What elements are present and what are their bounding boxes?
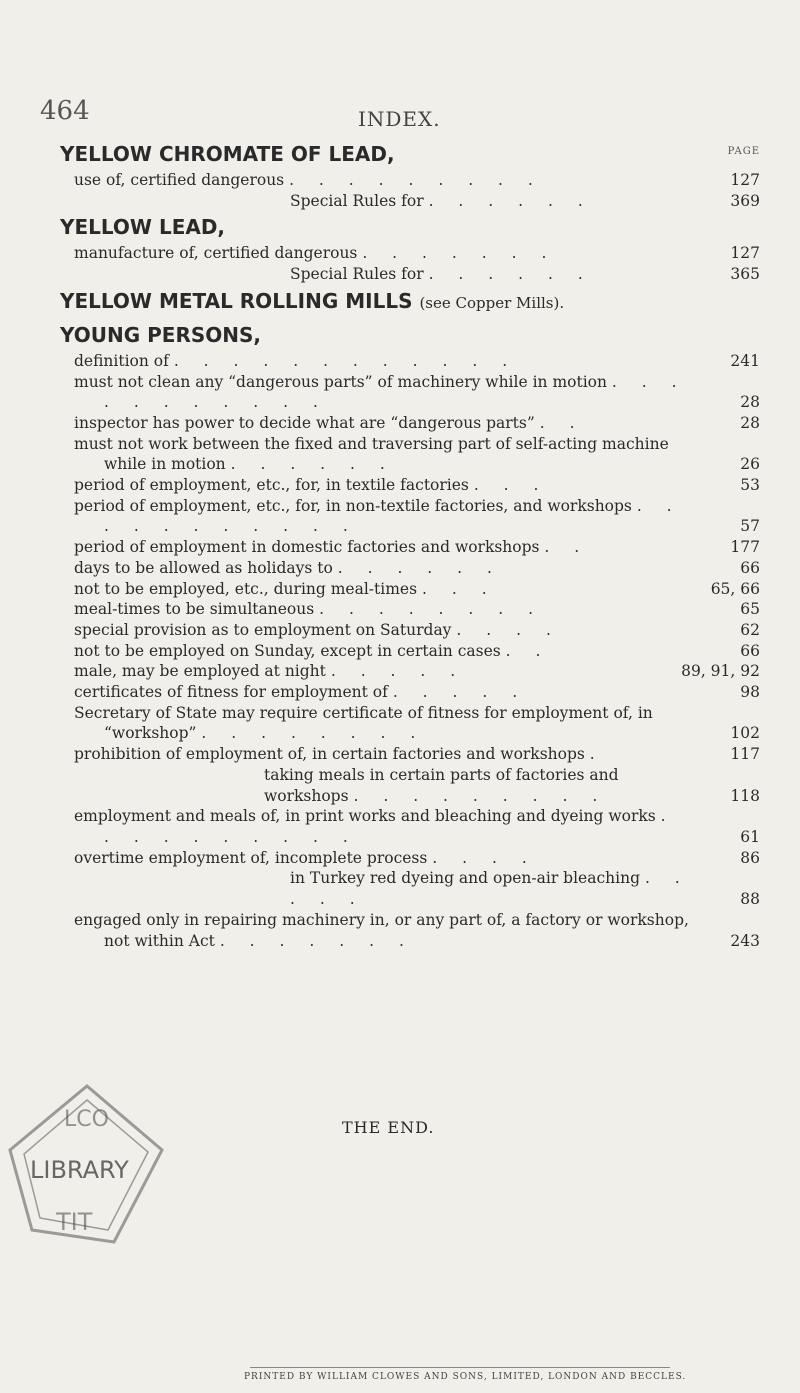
- page-reference: 86: [740, 848, 760, 867]
- sub-entry-text: Special Rules for: [290, 191, 424, 210]
- sub-entry: [60, 682, 760, 703]
- sub-entry: [60, 191, 760, 212]
- sub-entry-text: not to be employed on Sunday, except in certain cases: [74, 641, 501, 660]
- page-reference: 243: [730, 931, 760, 950]
- page-reference: 98: [740, 683, 760, 702]
- leader-dots: . . . . . . . . . . . .: [173, 351, 518, 370]
- sub-entry-text: must not clean any “dangerous parts” of machinery while in motion: [74, 372, 607, 391]
- leader-dots: . . . . . . .: [362, 244, 557, 263]
- leader-dots: . . . .: [432, 848, 537, 867]
- page-reference: 127: [730, 171, 760, 189]
- leader-dots: . . . .: [456, 620, 561, 639]
- sub-entry: [60, 703, 760, 744]
- sub-entry: [60, 765, 760, 806]
- leader-dots: . . . . . . . . . .: [104, 807, 676, 846]
- page-reference: 102: [730, 724, 760, 743]
- sub-entry: [60, 496, 760, 537]
- page-reference: 26: [740, 455, 760, 474]
- page-reference: 65, 66: [710, 579, 760, 598]
- running-head: INDEX.: [358, 107, 441, 131]
- leader-dots: . . . . .: [392, 683, 528, 702]
- sub-entry: [60, 475, 760, 496]
- imprint-rule: [250, 1367, 670, 1368]
- entry-heading-text: YOUNG PERSONS,: [60, 322, 261, 347]
- leader-dots: .: [589, 745, 605, 764]
- sub-entry: [60, 806, 760, 847]
- sub-entry-text: overtime employment of, incomplete process: [74, 848, 428, 867]
- leader-dots: . . . . . . . . . . .: [104, 496, 682, 536]
- leader-dots: . .: [544, 538, 590, 557]
- leader-dots: . . . . . . . . .: [289, 171, 543, 189]
- page-reference: 66: [740, 641, 760, 660]
- leader-dots: . .: [539, 413, 585, 432]
- sub-entry: [60, 848, 760, 869]
- leader-dots: . . . . . . . . .: [353, 786, 608, 805]
- sub-entry: [60, 579, 760, 600]
- sub-entry-text: in Turkey red dyeing and open-air bleaching: [290, 869, 640, 888]
- leader-dots: . . . . .: [290, 869, 690, 909]
- index-body: [60, 138, 760, 951]
- leader-dots: . . . . . .: [230, 455, 395, 474]
- index-entries: [60, 138, 760, 951]
- sub-entry: [60, 372, 760, 413]
- stamp-bottom-text: TIT: [56, 1208, 93, 1236]
- sub-entry: [60, 910, 760, 951]
- page-column-label: PAGE: [727, 146, 760, 157]
- leader-dots: . . . . . . . .: [201, 724, 426, 743]
- entry-heading-text: YELLOW LEAD,: [60, 215, 226, 240]
- library-stamp: [2, 1080, 172, 1250]
- page-reference: 177: [730, 538, 760, 557]
- printer-imprint: PRINTED BY WILLIAM CLOWES AND SONS, LIMITED, LONDON AND BECCLES.: [244, 1372, 687, 1382]
- sub-entry: [60, 264, 760, 285]
- sub-entry-text: period of employment, etc., for, in textile factories: [74, 476, 469, 495]
- sub-entry: [60, 641, 760, 662]
- sub-entry-text: period of employment, etc., for, in non-textile factories, and workshops: [74, 496, 632, 515]
- leader-dots: . . . . . .: [337, 558, 502, 577]
- leader-dots: . . . . . . .: [219, 931, 414, 950]
- sub-entry: [60, 599, 760, 620]
- sub-entry-text: taking meals in certain parts of factories and workshops: [264, 765, 619, 805]
- page-reference: 62: [740, 620, 760, 639]
- sub-entry-text: days to be allowed as holidays to: [74, 558, 333, 577]
- sub-entry: [60, 558, 760, 579]
- page-reference: 66: [740, 558, 760, 577]
- sub-entry: [60, 243, 760, 264]
- stamp-top-text: LCO: [64, 1107, 109, 1132]
- page-reference: 57: [740, 517, 760, 536]
- entry-cross-reference: (see Copper Mills).: [419, 293, 565, 312]
- leader-dots: . . . . . .: [428, 265, 593, 284]
- page-reference: 89, 91, 92: [681, 662, 760, 681]
- sub-entry: [60, 537, 760, 558]
- sub-entry-text: prohibition of employment of, in certain factories and workshops: [74, 745, 585, 764]
- sub-entry-text: employment and meals of, in print works and bleaching and dyeing works: [74, 807, 656, 826]
- sub-entry-text: Special Rules for: [290, 265, 424, 284]
- leader-dots: . . . . .: [330, 662, 466, 681]
- page-reference: 369: [730, 191, 760, 210]
- sub-entry-text: special provision as to employment on Saturday: [74, 620, 452, 639]
- sub-entry-text: engaged only in repairing machinery in, or any part of, a factory or workshop, not within Act: [74, 910, 689, 950]
- leader-dots: . . . . . . . . . . .: [104, 372, 687, 412]
- sub-entry: [60, 434, 760, 475]
- sub-entry-text: period of employment in domestic factories and workshops: [74, 538, 540, 557]
- index-entry: [60, 211, 760, 284]
- entry-heading-text: YELLOW CHROMATE OF LEAD,: [60, 142, 395, 166]
- sub-entry-text: meal-times to be simultaneous: [74, 600, 315, 619]
- sub-entry-text: Secretary of State may require certificate of fitness for employment of, in “workshop”: [74, 703, 653, 743]
- page-number: 464: [40, 96, 90, 126]
- sub-entry: [60, 744, 760, 765]
- sub-entry-text: inspector has power to decide what are “dangerous parts”: [74, 413, 535, 432]
- leader-dots: . . .: [422, 579, 497, 598]
- page-reference: 365: [730, 265, 760, 284]
- page-reference: 28: [740, 393, 760, 412]
- entry-heading: [60, 138, 760, 170]
- entry-heading: [60, 285, 760, 319]
- sub-entry-text: male, may be employed at night: [74, 662, 326, 681]
- entry-heading: [60, 211, 760, 243]
- sub-entry-text: manufacture of, certified dangerous: [74, 244, 358, 263]
- leader-dots: . . . . . . . .: [319, 600, 544, 619]
- page-reference: 61: [740, 827, 760, 846]
- page-reference: 127: [730, 244, 760, 263]
- sub-entry: [60, 868, 760, 909]
- sub-entry-text: certificates of fitness for employment of: [74, 683, 388, 702]
- page-reference: 117: [730, 745, 760, 764]
- sub-entry: [60, 413, 760, 434]
- sub-entry: [60, 661, 760, 682]
- stamp-middle-text: LIBRARY: [30, 1156, 129, 1184]
- page-reference: 28: [740, 413, 760, 432]
- page-reference: 88: [740, 890, 760, 909]
- page-reference: 65: [740, 600, 760, 619]
- page-reference: 118: [730, 786, 760, 805]
- index-entry: [60, 319, 760, 951]
- entry-heading-text: YELLOW METAL ROLLING MILLS: [60, 288, 413, 313]
- leader-dots: . . .: [473, 476, 549, 495]
- leader-dots: . . . . . .: [428, 191, 593, 210]
- sub-entry: [60, 170, 760, 191]
- entry-heading: [60, 319, 760, 351]
- page-reference: 241: [730, 351, 760, 370]
- the-end: THE END.: [342, 1118, 435, 1137]
- sub-entry-text: definition of: [74, 351, 169, 370]
- sub-entry-text: must not work between the fixed and traversing part of self-acting machine while in motion: [74, 434, 669, 474]
- page-reference: 53: [740, 476, 760, 495]
- sub-entry-text: not to be employed, etc., during meal-times: [74, 579, 418, 598]
- sub-entry-text: use of, certified dangerous: [74, 171, 285, 189]
- leader-dots: . .: [505, 641, 551, 660]
- sub-entry: [60, 620, 760, 641]
- sub-entry: [60, 351, 760, 372]
- index-entry: [60, 138, 760, 211]
- index-entry: [60, 285, 760, 319]
